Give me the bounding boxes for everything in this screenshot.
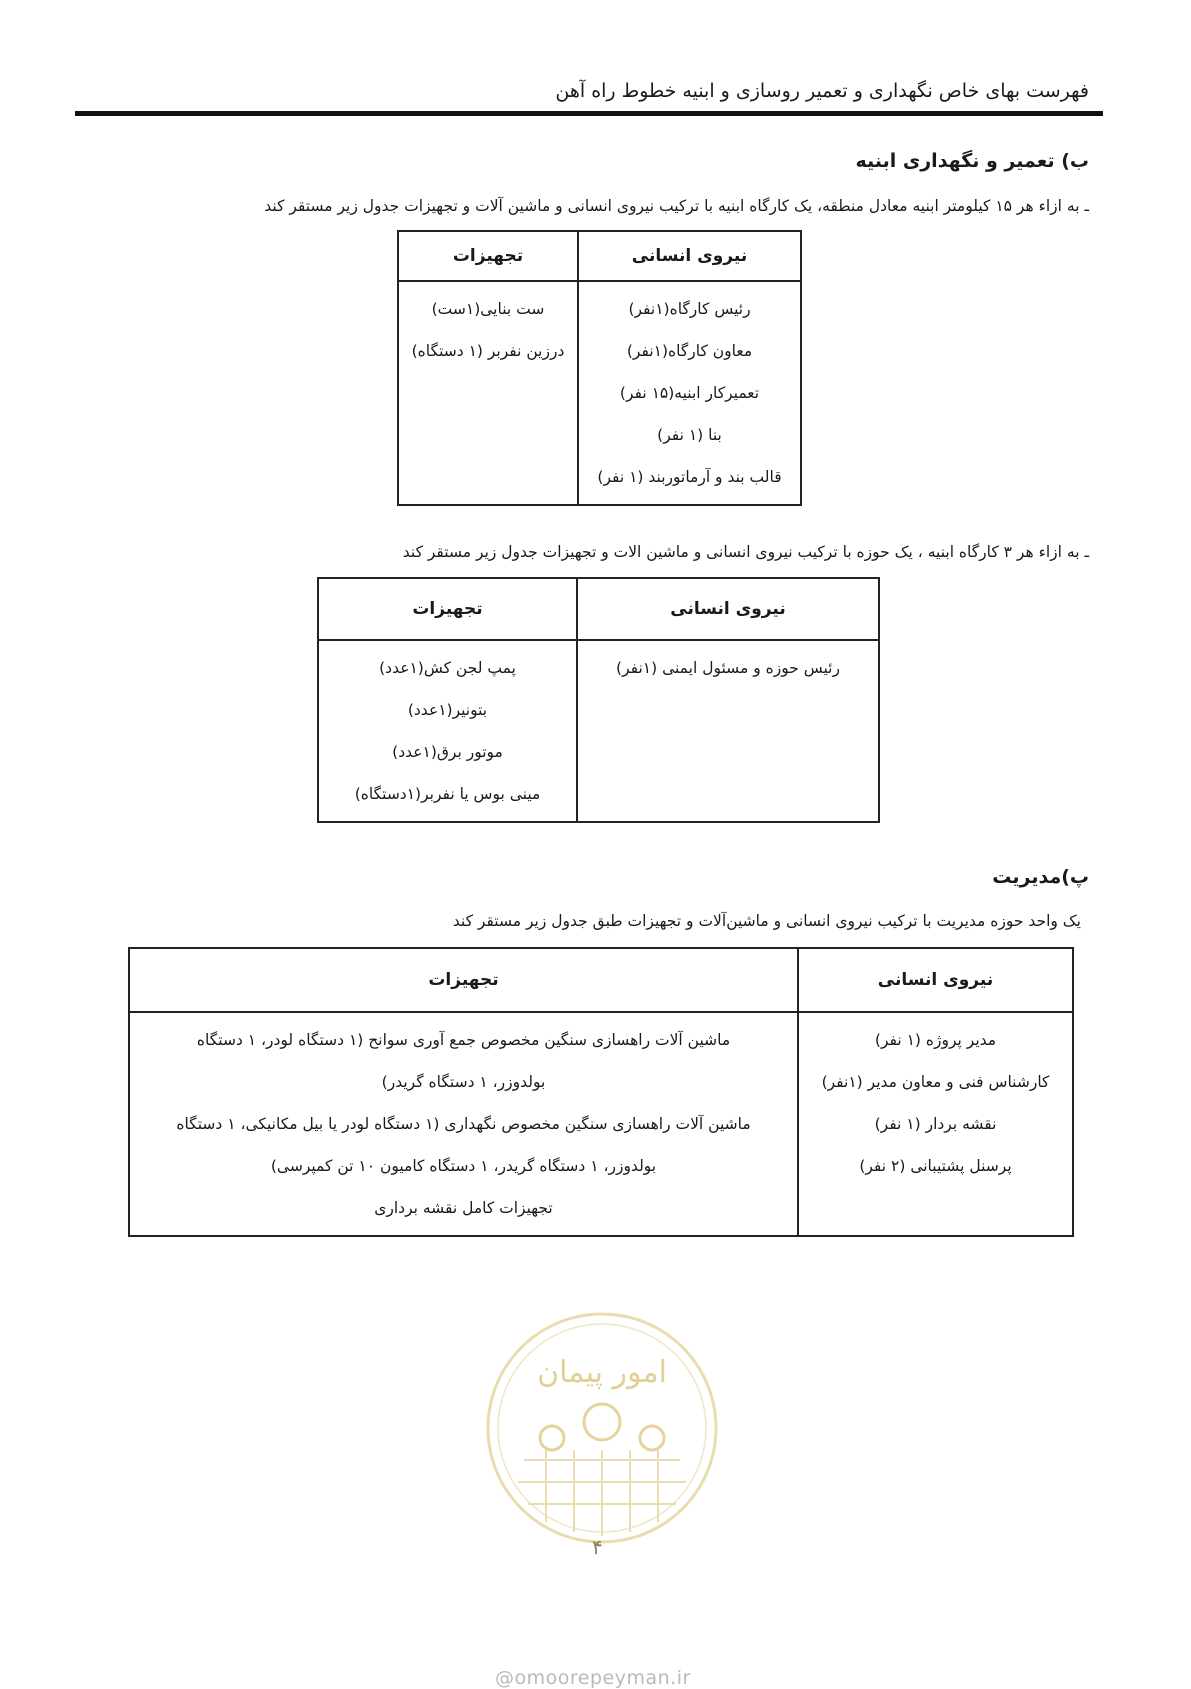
column-header-equipment: تجهیزات [318,578,577,640]
list-item: ماشین آلات راهسازی سنگین مخصوص جمع آوری سوانح (۱ دستگاه لودر، ۱ دستگاه [196,1031,731,1049]
equipment-cell [398,281,578,505]
list-item: بولدوزر، ۱ دستگاه گریدر) [381,1073,546,1091]
list-item: ماشین آلات راهسازی سنگین مخصوص نگهداری (۱ دستگاه لودر یا بیل مکانیکی، ۱ دستگاه [176,1115,751,1133]
section-b-paragraph-1: ـ به ازاء هر ۱۵ کیلومتر ابنیه معادل منطقه، یک کارگاه ابنیه با ترکیب نیروی انسانی و ماشین آلات و تجهیزات جدول زیر مستقر کند [264,197,1089,215]
watermark-stamp-logo [484,1310,720,1546]
list-item: بولدوزر، ۱ دستگاه گریدر، ۱ دستگاه کامیون ۱۰ تن کمپرسی) [270,1157,657,1175]
manpower-cell [798,1012,1073,1236]
section-b-paragraph-2: ـ به ازاء هر ۳ کارگاه ابنیه ، یک حوزه با ترکیب نیروی انسانی و ماشین الات و تجهیزات جدول زیر مستقر کند [402,543,1089,561]
column-header-manpower: نیروی انسانی [578,231,801,281]
manpower-cell [577,640,879,822]
list-item: نقشه بردار (۱ نفر) [874,1115,997,1133]
list-item: معاون کارگاه(۱نفر) [626,342,753,360]
list-item: تجهیزات کامل نقشه برداری [374,1199,553,1217]
list-item: بتونیر(۱عدد) [407,701,488,719]
website-watermark [495,1667,691,1689]
list-item: ست بنایی(۱ست) [431,300,545,318]
manpower-cell [578,281,801,505]
section-p-paragraph: یک واحد حوزه مدیریت با ترکیب نیروی انسانی و ماشین‌آلات و تجهیزات طبق جدول زیر مستقر کند [452,912,1081,930]
page-header-title: فهرست بهای خاص نگهداری و تعمیر روسازی و ابنیه خطوط راه آهن [555,80,1089,102]
list-item: درزین نفربر (۱ دستگاه) [411,342,565,360]
table-workshop-composition [397,230,802,506]
equipment-cell [129,1012,798,1236]
page-number: ۴ [592,1535,603,1559]
list-item: پرسنل پشتیبانی (۲ نفر) [859,1157,1012,1175]
list-item: پمپ لجن کش(۱عدد) [379,659,516,677]
list-item: موتور برق(۱عدد) [392,743,503,761]
list-item: کارشناس فنی و معاون مدیر (۱نفر) [821,1073,1050,1091]
column-header-manpower: نیروی انسانی [577,578,879,640]
list-item: مدیر پروژه (۱ نفر) [874,1031,997,1049]
column-header-equipment: تجهیزات [129,948,798,1012]
list-item: قالب بند و آرماتوربند (۱ نفر) [597,468,782,486]
stamp-text: امور پیمان [537,1355,667,1390]
list-item: تعمیرکار ابنیه(۱۵ نفر) [619,384,760,402]
equipment-cell [318,640,577,822]
table-district-composition [317,577,880,823]
column-header-equipment: تجهیزات [398,231,578,281]
at-icon: @ [495,1667,515,1689]
table-management-composition [128,947,1074,1237]
website-text: omoorepeyman.ir [514,1667,691,1689]
list-item: رئیس کارگاه(۱نفر) [628,300,751,318]
list-item: بنا (۱ نفر) [657,426,722,444]
list-item: مینی بوس یا نفربر(۱دستگاه) [354,785,541,803]
list-item: رئیس حوزه و مسئول ایمنی (۱نفر) [616,659,840,677]
section-b-heading: ب) تعمیر و نگهداری ابنیه [855,150,1089,172]
header-rule [75,111,1103,116]
column-header-manpower: نیروی انسانی [798,948,1073,1012]
section-p-heading: پ)مدیریت [992,866,1089,888]
